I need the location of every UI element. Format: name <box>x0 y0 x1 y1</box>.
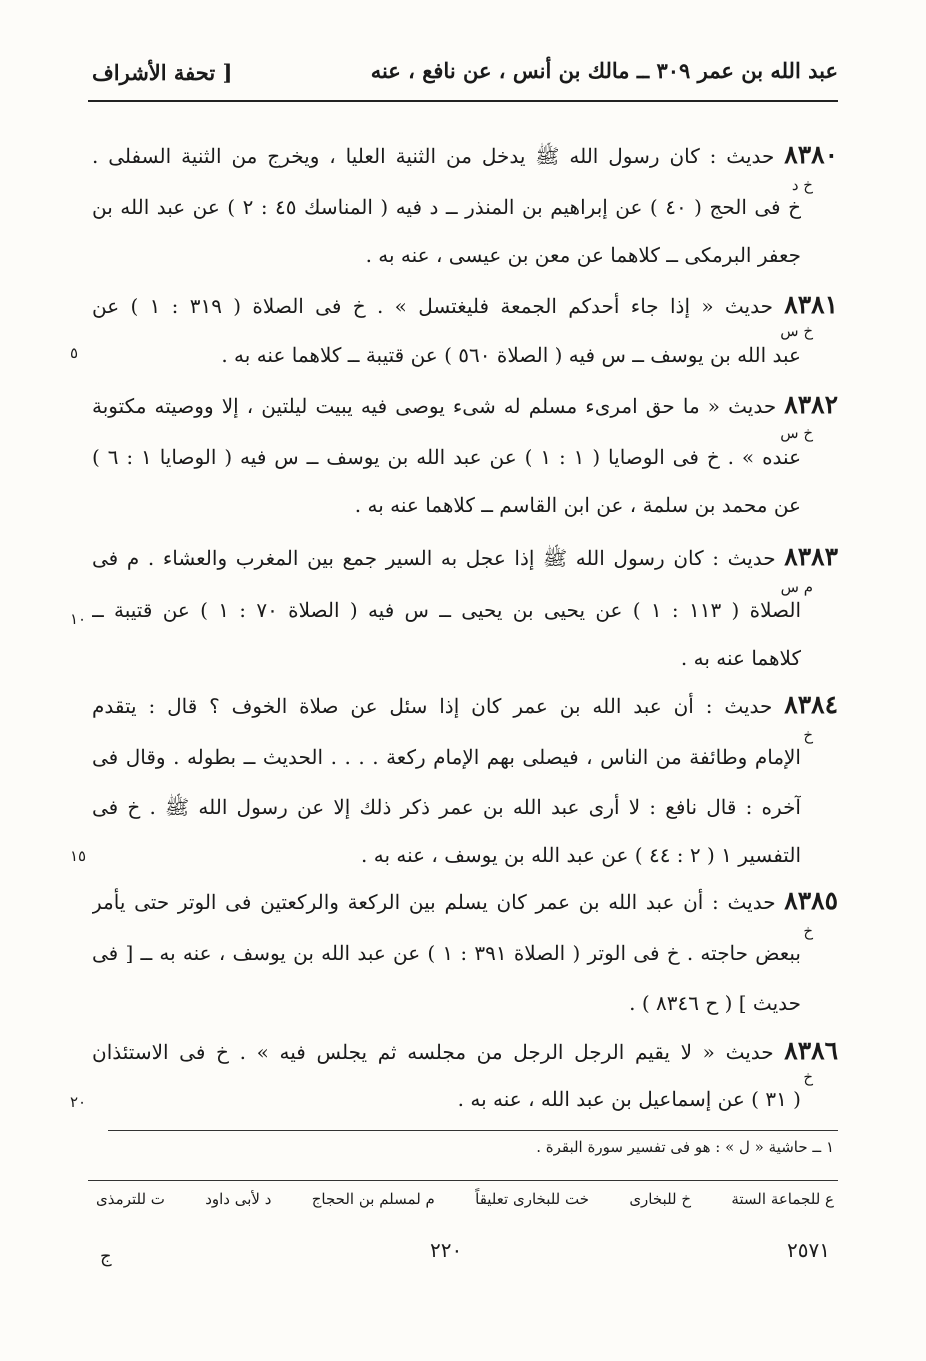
volume-number: ٢٥٧١ <box>787 1238 830 1262</box>
entry-line: كلاهما عنه به . <box>680 646 801 670</box>
entry-sigla: خ <box>803 726 813 744</box>
hadith-text: حديث « ما حق امرىء مسلم له شىء يوصى فيه يبيت ليلتين ، إلا ووصيته مكتوبة <box>92 394 777 418</box>
legend-item: د لأبى داود <box>205 1190 272 1208</box>
margin-line-number: ١٥ <box>70 847 87 865</box>
running-header-left: [ تحفة الأشراف <box>92 60 233 85</box>
hadith-text: حديث « لا يقيم الرجل الرجل من مجلسه ثم يجلس فيه » . خ فى الاستئذان <box>92 1040 774 1064</box>
entry-line: الصلاة ( ١١٣ : ١ ) عن يحيى بن يحيى ــ س فيه ( الصلاة ٧٠ : ١ ) عن قتيبة ــ <box>92 598 801 622</box>
legend-item: خت للبخارى تعليقاً <box>475 1190 590 1208</box>
header-rule <box>88 100 838 102</box>
hadith-text: حديث : أن عبد الله بن عمر كان إذا سئل عن صلاة الخوف ؟ قال : يتقدم <box>92 694 773 718</box>
legend-item: خ للبخارى <box>629 1190 692 1208</box>
entry-sigla: خ <box>803 922 813 940</box>
entry-line: آخره : قال نافع : لا أرى عبد الله بن عمر ذكر ذلك إلا عن رسول الله ﷺ . خ فى <box>92 795 801 819</box>
entry-line <box>92 886 838 917</box>
entry-line: ببعض حاجته . خ فى الوتر ( الصلاة ٣٩١ : ١ ) عن عبد الله بن يوسف ، عنه به ــ [ فى <box>92 941 801 965</box>
entry-line <box>92 290 838 321</box>
entry-line: عبد الله بن يوسف ــ س فيه ( الصلاة ٥٦٠ ) عن قتيبة ــ كلاهما عنه به . <box>221 343 801 367</box>
hadith-number: ٨٣٨٠ <box>784 140 838 169</box>
page-number: ٢٢٠ <box>430 1238 463 1262</box>
legend-item: ت للترمذى <box>96 1190 165 1208</box>
footnote-rule <box>108 1130 838 1131</box>
legend-item: م لمسلم بن الحجاج <box>311 1190 435 1208</box>
entry-line: التفسير ١ ( ٢ : ٤٤ ) عن عبد الله بن يوسف ، عنه به . <box>361 843 801 867</box>
hadith-text: حديث : كان رسول الله ﷺ يدخل من الثنية العليا ، ويخرج من الثنية السفلى . <box>92 144 775 168</box>
entry-line: عن محمد بن سلمة ، عن ابن القاسم ــ كلاهما عنه به . <box>354 493 801 517</box>
entry-sigla: خ <box>803 1068 813 1086</box>
entry-line: الإمام وطائفة من الناس ، فيصلى بهم الإمام ركعة . . . . الحديث ــ بطوله . وقال فى <box>92 745 801 769</box>
entry-sigla: خ س <box>780 424 813 442</box>
legend-rule <box>88 1180 838 1181</box>
entry-line <box>92 1036 838 1067</box>
entry-line <box>92 140 838 171</box>
hadith-number: ٨٣٨٤ <box>784 690 838 719</box>
entry-sigla: خ د <box>791 176 813 194</box>
legend-item: ع للجماعة الستة <box>731 1190 834 1208</box>
margin-line-number: ٥ <box>70 344 79 362</box>
margin-line-number: ٢٠ <box>70 1093 87 1111</box>
footnote: ١ ــ حاشية « ل » : هو فى تفسير سورة البقرة . <box>536 1138 834 1156</box>
hadith-number: ٨٣٨٣ <box>784 542 838 571</box>
entry-line <box>92 542 838 573</box>
margin-line-number: ١٠ <box>70 610 87 628</box>
sigla-legend <box>96 1190 834 1208</box>
entry-line: جعفر البرمكى ــ كلاهما عن معن بن عيسى ، عنه به . <box>365 243 801 267</box>
entry-line: خ فى الحج ( ٤٠ ) عن إبراهيم بن المنذر ــ د فيه ( المناسك ٤٥ : ٢ ) عن عبد الله بن <box>92 195 801 219</box>
hadith-number: ٨٣٨٦ <box>784 1036 838 1065</box>
entry-line: عنده » . خ فى الوصايا ( ١ : ١ ) عن عبد الله بن يوسف ــ س فيه ( الوصايا ١ : ٦ ) <box>92 445 801 469</box>
entry-line <box>92 690 838 721</box>
hadith-number: ٨٣٨٥ <box>784 886 838 915</box>
hadith-text: حديث : أن عبد الله بن عمر كان يسلم بين الركعة والركعتين فى الوتر حتى يأمر <box>92 890 776 914</box>
entry-line: حديث ] ( ح ٨٣٤٦ ) . <box>629 991 801 1015</box>
entry-line: ( ٣١ ) عن إسماعيل بن عبد الله ، عنه به . <box>457 1087 801 1111</box>
signature-mark: ج <box>100 1246 112 1267</box>
running-header-right: عبد الله بن عمر ٣٠٩ ــ مالك بن أنس ، عن نافع ، عنه <box>370 58 838 83</box>
entry-sigla: خ س <box>780 322 813 340</box>
entry-sigla: م س <box>780 578 813 596</box>
hadith-text: حديث « إذا جاء أحدكم الجمعة فليغتسل » . خ فى الصلاة ( ٣١٩ : ١ ) عن <box>92 294 773 318</box>
hadith-number: ٨٣٨١ <box>784 290 838 319</box>
entry-line <box>92 390 838 421</box>
hadith-number: ٨٣٨٢ <box>784 390 838 419</box>
hadith-text: حديث : كان رسول الله ﷺ إذا عجل به السير جمع بين المغرب والعشاء . م فى <box>92 546 776 570</box>
